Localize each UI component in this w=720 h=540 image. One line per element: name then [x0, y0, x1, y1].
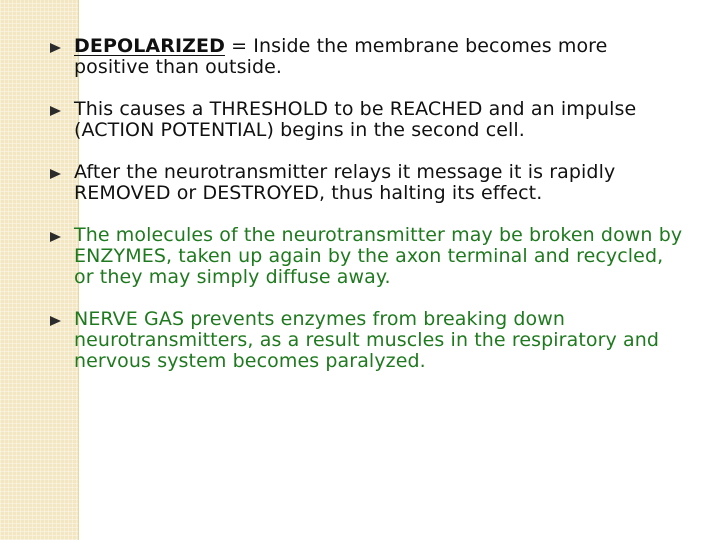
- triangle-bullet-icon: [50, 43, 61, 53]
- triangle-bullet-icon: [50, 232, 61, 242]
- bullet-list: [48, 36, 688, 372]
- triangle-bullet-icon: [50, 169, 61, 179]
- bullet-item-nerve-gas: [48, 309, 688, 372]
- bullet-item-enzymes: [48, 225, 688, 288]
- bullet-text: [74, 35, 607, 78]
- bullet-text: This causes a THRESHOLD to be REACHED and an impulse (ACTION POTENTIAL) begins in the second cell.: [74, 98, 637, 141]
- bullet-text: After the neurotransmitter relays it message it is rapidly REMOVED or DESTROYED, thus halting its effect.: [74, 161, 616, 204]
- bullet-item-threshold: [48, 99, 688, 141]
- term-depolarized: DEPOLARIZED: [74, 35, 225, 57]
- bullet-text: NERVE GAS prevents enzymes from breaking down neurotransmitters, as a result muscles in the respiratory and nervous system becomes paralyzed.: [74, 308, 660, 372]
- bullet-item-depolarized: [48, 36, 688, 78]
- triangle-bullet-icon: [50, 106, 61, 116]
- definition-text: = Inside the membrane becomes more positive than outside.: [74, 35, 608, 78]
- bullet-item-removed: [48, 162, 688, 204]
- triangle-bullet-icon: [50, 316, 61, 326]
- bullet-text: The molecules of the neurotransmitter may be broken down by ENZYMES, taken up again by the axon terminal and recycled, or they may simply diffuse away.: [74, 224, 683, 288]
